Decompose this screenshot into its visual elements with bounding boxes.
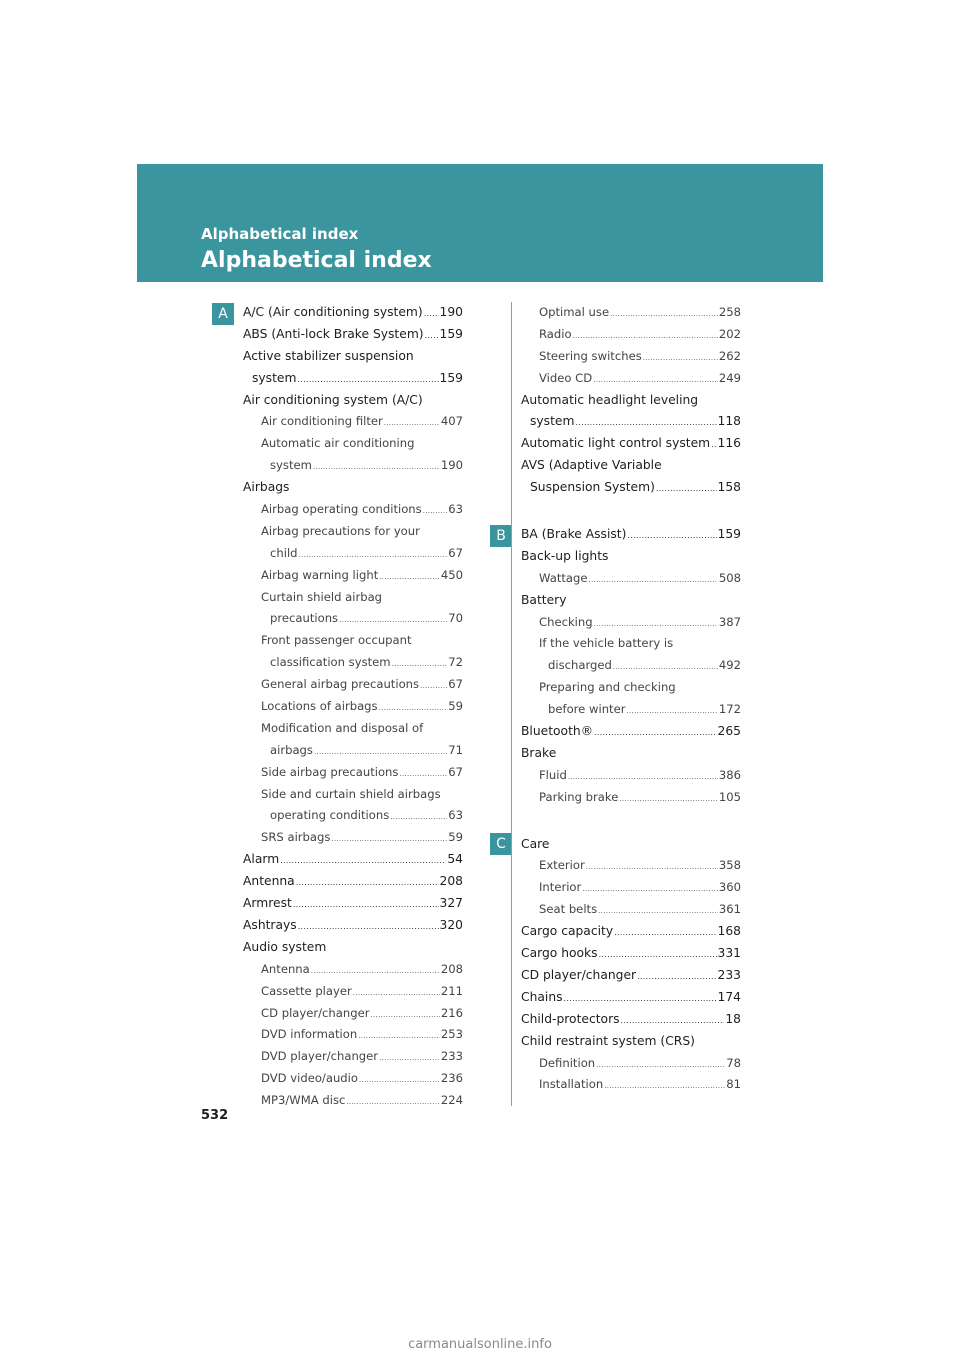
entry-term: Back-up lights xyxy=(521,548,609,563)
entry-page: 159 xyxy=(717,527,741,542)
entry-term: Antenna xyxy=(261,961,310,976)
entry-page: 358 xyxy=(718,858,741,873)
entry-term: CD player/changer xyxy=(261,1005,370,1020)
entry-term: classification system xyxy=(270,655,391,670)
entry-page: 59 xyxy=(448,830,463,845)
index-entry xyxy=(243,521,463,543)
entry-page: 81 xyxy=(726,1077,741,1092)
column-divider xyxy=(511,302,512,1106)
entry-page: 54 xyxy=(447,852,463,867)
dot-leader xyxy=(379,1046,440,1068)
index-entry xyxy=(521,965,741,987)
dot-leader xyxy=(594,612,718,634)
index-entry xyxy=(521,524,741,546)
entry-page: 258 xyxy=(718,305,741,319)
entry-term: DVD video/audio xyxy=(261,1071,358,1086)
index-entry xyxy=(521,546,741,568)
index-entry xyxy=(521,921,741,943)
entry-page: 208 xyxy=(439,874,463,889)
dot-leader xyxy=(293,893,439,915)
dot-leader xyxy=(599,943,717,965)
dot-leader xyxy=(425,324,439,346)
entry-page: 190 xyxy=(439,305,463,319)
entry-term: Installation xyxy=(539,1077,604,1092)
entry-term: Side airbag precautions xyxy=(261,764,399,779)
entry-term: discharged xyxy=(548,658,612,673)
index-entry xyxy=(521,834,741,856)
entry-term: AVS (Adaptive Variable xyxy=(521,458,662,473)
entry-page: 159 xyxy=(439,370,463,385)
entry-term: Preparing and checking xyxy=(539,680,676,695)
index-entry xyxy=(521,477,741,499)
index-entry xyxy=(521,855,741,877)
dot-leader xyxy=(371,1003,440,1025)
entry-term: before winter xyxy=(548,702,626,717)
index-entry xyxy=(243,390,463,412)
entry-term: Battery xyxy=(521,592,567,607)
entry-term: system xyxy=(252,370,297,385)
index-entry xyxy=(243,784,463,806)
entry-page: 67 xyxy=(448,764,463,779)
entry-term: Interior xyxy=(539,880,582,895)
entry-page: 387 xyxy=(718,614,741,629)
dot-leader xyxy=(379,565,440,587)
entry-term: child xyxy=(270,545,298,560)
dot-leader xyxy=(420,674,447,696)
index-entry xyxy=(521,590,741,612)
entry-page: 224 xyxy=(440,1093,463,1108)
entry-term: SRS airbags xyxy=(261,830,331,845)
index-entry xyxy=(521,721,741,743)
dot-leader xyxy=(299,543,448,565)
entry-page: 63 xyxy=(448,502,463,517)
index-entry xyxy=(521,655,741,677)
entry-term: Airbag precautions for your xyxy=(261,523,420,538)
dot-leader xyxy=(596,1053,725,1075)
index-entry xyxy=(243,411,463,433)
entry-page: 190 xyxy=(440,458,463,473)
entry-term: Cargo capacity xyxy=(521,924,614,939)
section-subtitle: Alphabetical index xyxy=(201,225,359,243)
entry-term: Air conditioning filter xyxy=(261,414,383,429)
index-entry xyxy=(243,849,463,871)
index-entry xyxy=(521,877,741,899)
entry-term: Automatic light control system xyxy=(521,436,711,451)
entry-page: 211 xyxy=(440,983,463,998)
entry-term: Locations of airbags xyxy=(261,699,378,714)
index-entry xyxy=(243,1046,463,1068)
footer-watermark: carmanualsonline.info xyxy=(408,1337,552,1352)
dot-leader xyxy=(610,302,718,324)
entry-page: 70 xyxy=(448,611,463,626)
index-entry xyxy=(243,455,463,477)
dot-leader xyxy=(627,524,716,546)
entry-page: 116 xyxy=(717,436,741,451)
dot-leader xyxy=(621,1009,725,1031)
entry-term: Definition xyxy=(539,1055,596,1070)
index-entry xyxy=(243,1024,463,1046)
entry-page: 249 xyxy=(718,370,741,385)
entry-term: MP3/WMA disc xyxy=(261,1093,346,1108)
entry-term: BA (Brake Assist) xyxy=(521,527,627,542)
dot-leader xyxy=(359,1068,440,1090)
dot-leader xyxy=(399,762,447,784)
entry-term: Exterior xyxy=(539,858,585,873)
dot-leader xyxy=(613,655,718,677)
entry-term: DVD information xyxy=(261,1027,358,1042)
entry-page: 233 xyxy=(440,1049,463,1064)
index-entry xyxy=(521,346,741,368)
index-entry xyxy=(243,805,463,827)
index-entry xyxy=(243,718,463,740)
entry-term: Airbag warning light xyxy=(261,567,379,582)
entry-term: Bluetooth® xyxy=(521,724,593,739)
entry-page: 18 xyxy=(725,1011,741,1026)
entry-page: 202 xyxy=(718,326,741,341)
entry-term: Active stabilizer suspension xyxy=(243,348,414,363)
index-entry xyxy=(521,390,741,412)
index-entry xyxy=(243,630,463,652)
section-gap xyxy=(521,499,741,524)
index-entry xyxy=(521,411,741,433)
entry-term: Fluid xyxy=(539,767,567,782)
index-entry xyxy=(243,324,463,346)
dot-leader xyxy=(379,696,448,718)
dot-leader xyxy=(627,699,718,721)
index-entry xyxy=(243,346,463,368)
entry-page: 265 xyxy=(717,724,741,739)
entry-term: Antenna xyxy=(243,874,295,889)
dot-leader xyxy=(390,805,447,827)
dot-leader xyxy=(614,921,716,943)
index-entry xyxy=(521,633,741,655)
entry-term: airbags xyxy=(270,742,313,757)
dot-leader xyxy=(331,827,447,849)
entry-page: 233 xyxy=(717,967,741,982)
entry-term: Parking brake xyxy=(539,789,619,804)
entry-page: 168 xyxy=(717,924,741,939)
entry-page: 407 xyxy=(440,414,463,429)
dot-leader xyxy=(298,915,439,937)
entry-page: 386 xyxy=(718,767,741,782)
entry-page: 208 xyxy=(440,961,463,976)
index-entry xyxy=(243,915,463,937)
entry-term: Child-protectors xyxy=(521,1011,620,1026)
entry-term: Front passenger occupant xyxy=(261,633,412,648)
index-entry xyxy=(243,871,463,893)
entry-term: Ashtrays xyxy=(243,917,297,932)
entry-term: Chains xyxy=(521,989,563,1004)
index-entry xyxy=(243,652,463,674)
index-entry xyxy=(521,302,741,324)
index-entry xyxy=(243,433,463,455)
index-entry xyxy=(521,677,741,699)
index-entry xyxy=(521,568,741,590)
entry-page: 172 xyxy=(718,702,741,717)
entry-term: Checking xyxy=(539,614,593,629)
index-entry xyxy=(521,368,741,390)
dot-leader xyxy=(586,855,718,877)
index-entry xyxy=(243,893,463,915)
entry-term: If the vehicle battery is xyxy=(539,636,674,651)
dot-leader xyxy=(424,302,439,324)
entry-page: 174 xyxy=(717,989,741,1004)
dot-leader xyxy=(423,499,448,521)
entry-page: 361 xyxy=(718,902,741,917)
dot-leader xyxy=(314,740,447,762)
entry-term: A/C (Air conditioning system) xyxy=(243,305,423,319)
dot-leader xyxy=(637,965,716,987)
letter-tab-c: C xyxy=(490,833,512,855)
index-entry xyxy=(243,981,463,1003)
index-entry xyxy=(243,740,463,762)
dot-leader xyxy=(564,987,717,1009)
entry-page: 159 xyxy=(439,326,463,341)
dot-leader xyxy=(313,455,440,477)
index-entry xyxy=(243,762,463,784)
entry-term: Modification and disposal of xyxy=(261,720,424,735)
index-entry xyxy=(521,787,741,809)
index-entry xyxy=(243,499,463,521)
entry-page: 331 xyxy=(717,946,741,961)
dot-leader xyxy=(589,568,718,590)
entry-term: Video CD xyxy=(539,370,593,385)
entry-term: Audio system xyxy=(243,939,327,954)
index-entry xyxy=(521,433,741,455)
entry-term: Seat belts xyxy=(539,902,598,917)
entry-page: 320 xyxy=(439,917,463,932)
dot-leader xyxy=(311,959,440,981)
entry-page: 216 xyxy=(440,1005,463,1020)
entry-page: 71 xyxy=(448,742,463,757)
index-entry xyxy=(521,612,741,634)
index-column-left xyxy=(243,302,463,1112)
index-entry xyxy=(243,1068,463,1090)
entry-term: Steering switches xyxy=(539,348,642,363)
dot-leader xyxy=(353,981,440,1003)
index-entry xyxy=(521,1074,741,1096)
entry-term: Child restraint system (CRS) xyxy=(521,1033,695,1048)
index-entry xyxy=(243,1090,463,1112)
section-gap xyxy=(521,809,741,834)
entry-term: Curtain shield airbag xyxy=(261,589,383,604)
entry-term: CD player/changer xyxy=(521,967,637,982)
entry-page: 236 xyxy=(440,1071,463,1086)
entry-page: 262 xyxy=(718,348,741,363)
dot-leader xyxy=(643,346,718,368)
entry-term: Automatic headlight leveling xyxy=(521,392,699,407)
index-column-right xyxy=(521,302,741,1096)
entry-page: 78 xyxy=(726,1055,741,1070)
entry-page: 63 xyxy=(448,808,463,823)
dot-leader xyxy=(593,368,718,390)
entry-term: operating conditions xyxy=(270,808,390,823)
page-title: Alphabetical index xyxy=(201,248,432,273)
entry-page: 72 xyxy=(448,655,463,670)
entry-page: 67 xyxy=(448,677,463,692)
entry-page: 508 xyxy=(718,570,741,585)
entry-term: Radio xyxy=(539,326,572,341)
entry-term: Optimal use xyxy=(539,305,610,319)
entry-page: 67 xyxy=(448,545,463,560)
dot-leader xyxy=(339,608,447,630)
entry-term: system xyxy=(270,458,312,473)
entry-page: 253 xyxy=(440,1027,463,1042)
index-entry xyxy=(521,699,741,721)
index-entry xyxy=(521,455,741,477)
entry-term: Alarm xyxy=(243,852,280,867)
index-entry xyxy=(243,368,463,390)
dot-leader xyxy=(656,477,717,499)
index-entry xyxy=(243,608,463,630)
dot-leader xyxy=(346,1090,440,1112)
index-entry xyxy=(521,324,741,346)
index-entry xyxy=(521,943,741,965)
index-entry xyxy=(243,827,463,849)
dot-leader xyxy=(598,899,718,921)
entry-page: 118 xyxy=(717,414,741,429)
entry-page: 492 xyxy=(718,658,741,673)
entry-page: 105 xyxy=(718,789,741,804)
entry-page: 59 xyxy=(448,699,463,714)
entry-term: DVD player/changer xyxy=(261,1049,379,1064)
index-entry xyxy=(243,302,463,324)
dot-leader xyxy=(358,1024,440,1046)
entry-term: Armrest xyxy=(243,896,292,911)
entry-term: precautions xyxy=(270,611,339,626)
dot-leader xyxy=(711,433,716,455)
dot-leader xyxy=(594,721,717,743)
entry-page: 158 xyxy=(717,480,741,495)
entry-page: 360 xyxy=(718,880,741,895)
dot-leader xyxy=(384,411,440,433)
index-entry xyxy=(521,987,741,1009)
index-entry xyxy=(243,696,463,718)
index-entry xyxy=(243,477,463,499)
index-entry xyxy=(521,1053,741,1075)
page-number: 532 xyxy=(201,1108,229,1123)
index-entry xyxy=(243,543,463,565)
entry-term: Cargo hooks xyxy=(521,946,598,961)
index-entry xyxy=(243,674,463,696)
dot-leader xyxy=(619,787,718,809)
index-entry xyxy=(243,937,463,959)
dot-leader xyxy=(573,324,718,346)
index-entry xyxy=(521,1009,741,1031)
entry-page: 450 xyxy=(440,567,463,582)
dot-leader xyxy=(392,652,448,674)
letter-tab-a: A xyxy=(212,303,234,325)
dot-leader xyxy=(582,877,718,899)
dot-leader xyxy=(297,368,438,390)
entry-term: Side and curtain shield airbags xyxy=(261,786,441,801)
dot-leader xyxy=(296,871,439,893)
entry-term: ABS (Anti-lock Brake System) xyxy=(243,326,424,341)
entry-term: Care xyxy=(521,836,550,851)
dot-leader xyxy=(568,765,718,787)
entry-page: 327 xyxy=(439,896,463,911)
page-header-band xyxy=(137,164,823,282)
entry-term: Automatic air conditioning xyxy=(261,436,415,451)
index-entry xyxy=(521,1031,741,1053)
entry-term: Airbags xyxy=(243,480,290,495)
entry-term: system xyxy=(530,414,575,429)
index-entry xyxy=(521,765,741,787)
index-entry xyxy=(243,565,463,587)
entry-term: Suspension System) xyxy=(530,480,655,495)
entry-term: Brake xyxy=(521,745,557,760)
letter-tab-b: B xyxy=(490,525,512,547)
dot-leader xyxy=(280,849,446,871)
entry-term: Wattage xyxy=(539,570,588,585)
index-entry xyxy=(243,587,463,609)
dot-leader xyxy=(604,1074,725,1096)
index-entry xyxy=(521,899,741,921)
dot-leader xyxy=(575,411,716,433)
entry-term: General airbag precautions xyxy=(261,677,420,692)
entry-term: Airbag operating conditions xyxy=(261,502,422,517)
index-entry xyxy=(243,959,463,981)
index-entry xyxy=(243,1003,463,1025)
entry-term: Cassette player xyxy=(261,983,352,998)
entry-term: Air conditioning system (A/C) xyxy=(243,392,423,407)
index-entry xyxy=(521,743,741,765)
